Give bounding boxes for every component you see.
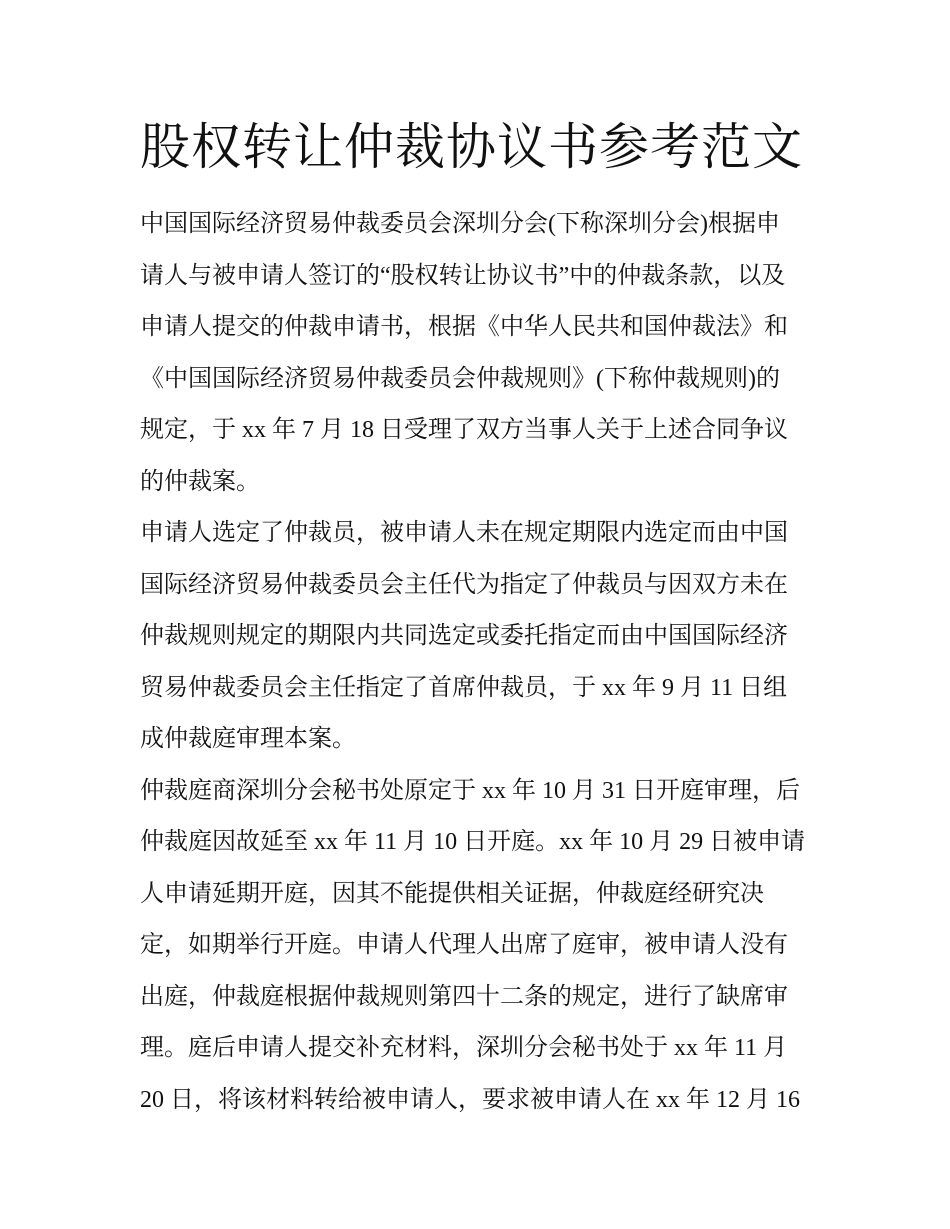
body-line: 出庭，仲裁庭根据仲裁规则第四十二条的规定，进行了缺席审	[140, 983, 788, 1010]
body-line: 请人与被申请人签订的“股权转让协议书”中的仲裁条款，以及	[140, 262, 786, 289]
body-line: 国际经济贸易仲裁委员会主任代为指定了仲裁员与因双方未在	[140, 571, 788, 598]
body-line: 贸易仲裁委员会主任指定了首席仲裁员，于 xx 年 9 月 11 日组	[140, 674, 788, 701]
body-line: 仲裁规则规定的期限内共同选定或委托指定而由中国国际经济	[140, 623, 788, 649]
document-body	[140, 199, 812, 1126]
body-line: 的仲裁案。	[140, 468, 260, 495]
body-line: 《中国国际经济贸易仲裁委员会仲裁规则》(下称仲裁规则)的	[140, 365, 780, 392]
body-line: 仲裁庭因故延至 xx 年 11 月 10 日开庭。xx 年 10 月 29 日被申请	[140, 829, 806, 855]
body-line: 理。庭后申请人提交补充材料，深圳分会秘书处于 xx 年 11 月	[140, 1035, 788, 1061]
body-line: 申请人选定了仲裁员，被申请人未在规定期限内选定而由中国	[140, 520, 788, 546]
body-line: 中国国际经济贸易仲裁委员会深圳分会(下称深圳分会)根据申	[140, 211, 780, 237]
body-line: 成仲裁庭审理本案。	[140, 726, 356, 752]
body-line: 人申请延期开庭，因其不能提供相关证据，仲裁庭经研究决	[140, 880, 764, 907]
body-line: 20 日，将该材料转给被申请人，要求被申请人在 xx 年 12 月 16	[140, 1086, 800, 1113]
body-line: 规定，于 xx 年 7 月 18 日受理了双方当事人关于上述合同争议	[140, 417, 788, 443]
document-title: 股权转让仲裁协议书参考范文	[140, 118, 803, 176]
body-line: 申请人提交的仲裁申请书，根据《中华人民共和国仲裁法》和	[140, 314, 788, 340]
body-line: 定，如期举行开庭。申请人代理人出席了庭审，被申请人没有	[140, 932, 788, 958]
body-line: 仲裁庭商深圳分会秘书处原定于 xx 年 10 月 31 日开庭审理，后	[140, 777, 800, 804]
